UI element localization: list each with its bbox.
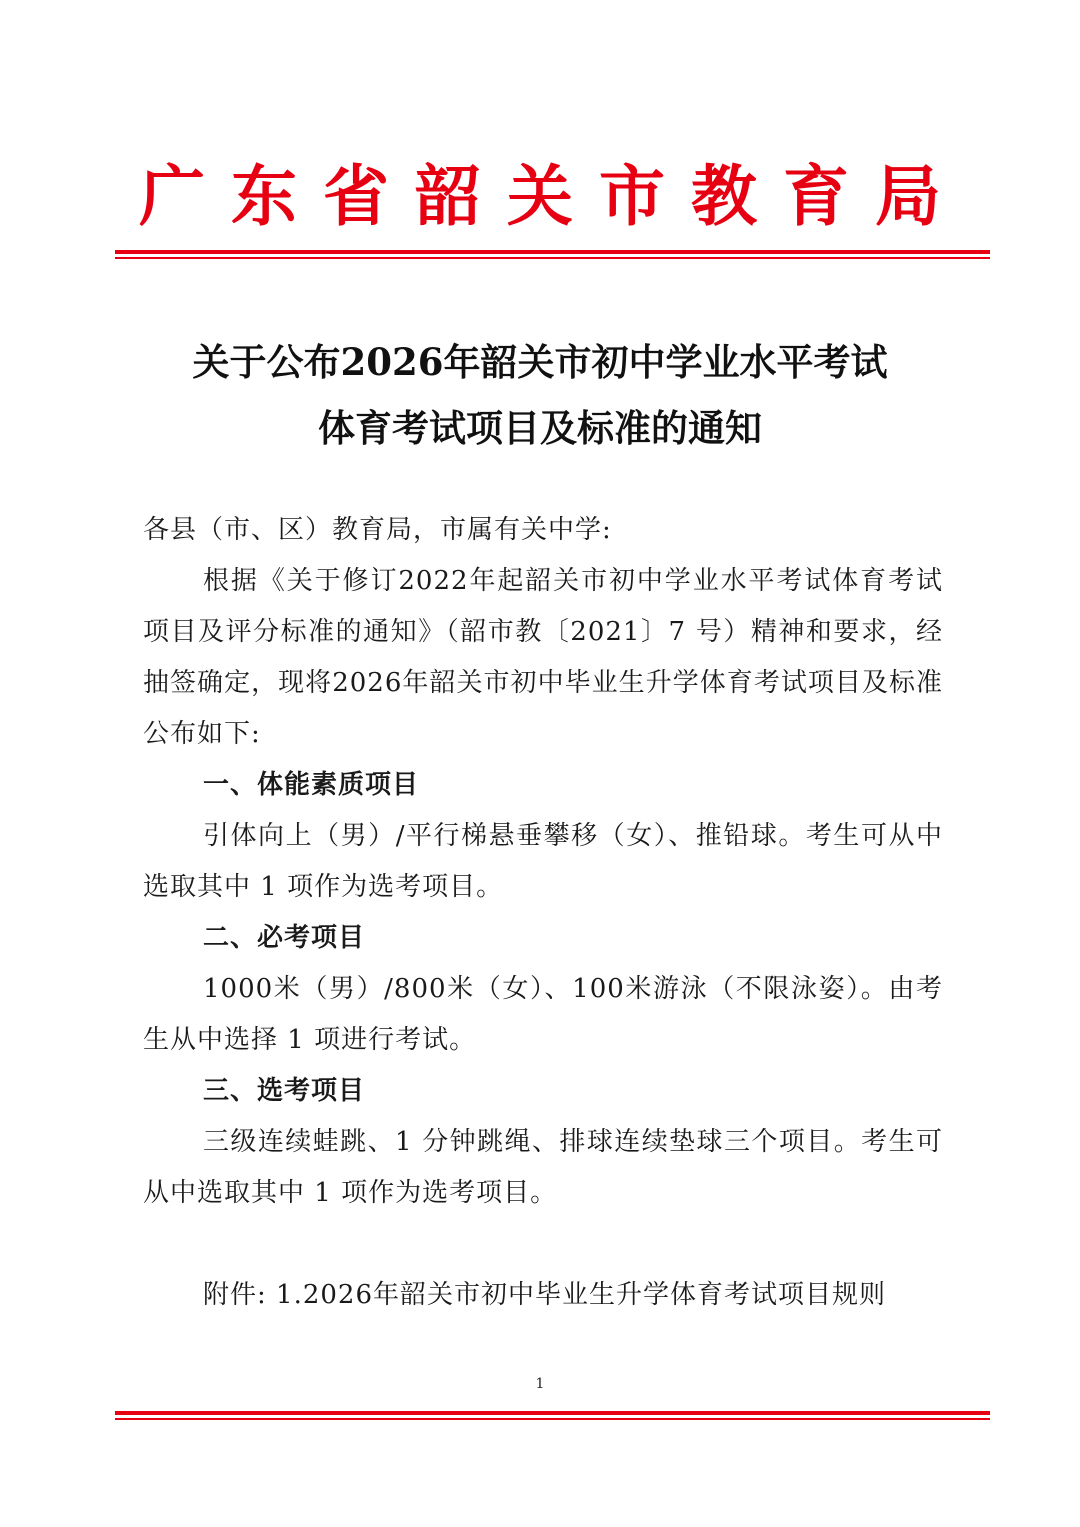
document-title-line-2: 体育考试项目及标准的通知 <box>318 406 762 450</box>
section-heading-optional: 三、选考项目 <box>203 1076 366 1106</box>
issuer-masthead: 广东省韶关市教育局 <box>139 157 967 235</box>
footer-red-rule <box>115 1411 990 1420</box>
page-number: 1 <box>535 1376 545 1392</box>
header-red-rule <box>115 250 990 259</box>
document-title-line-1: 关于公布2026年韶关市初中学业水平考试 <box>192 340 888 384</box>
section-text-required: 1000米（男）/800米（女）、100米游泳（不限泳姿）。由考生从中选择 1 项进行考试。 <box>143 974 943 1055</box>
section-text-fitness: 引体向上（男）/平行梯悬垂攀移（女）、推铅球。考生可从中选取其中 1 项作为选考项目。 <box>143 821 943 902</box>
section-heading-required: 二、必考项目 <box>203 923 366 953</box>
salutation: 各县（市、区）教育局，市属有关中学: <box>143 515 612 545</box>
section-heading-fitness: 一、体能素质项目 <box>203 770 420 800</box>
document-body <box>143 505 943 1219</box>
attachment-line[interactable]: 附件: 1.2026年韶关市初中毕业生升学体育考试项目规则 <box>203 1280 886 1310</box>
section-text-optional: 三级连续蛙跳、1 分钟跳绳、排球连续垫球三个项目。考生可从中选取其中 1 项作为选考项目。 <box>143 1127 943 1208</box>
intro-paragraph: 根据《关于修订2022年起韶关市初中学业水平考试体育考试项目及评分标准的通知》（韶市教〔2021〕7 号）精神和要求，经抽签确定，现将2026年韶关市初中毕业生升学体育考试项目及标准公布如下: <box>143 566 943 749</box>
